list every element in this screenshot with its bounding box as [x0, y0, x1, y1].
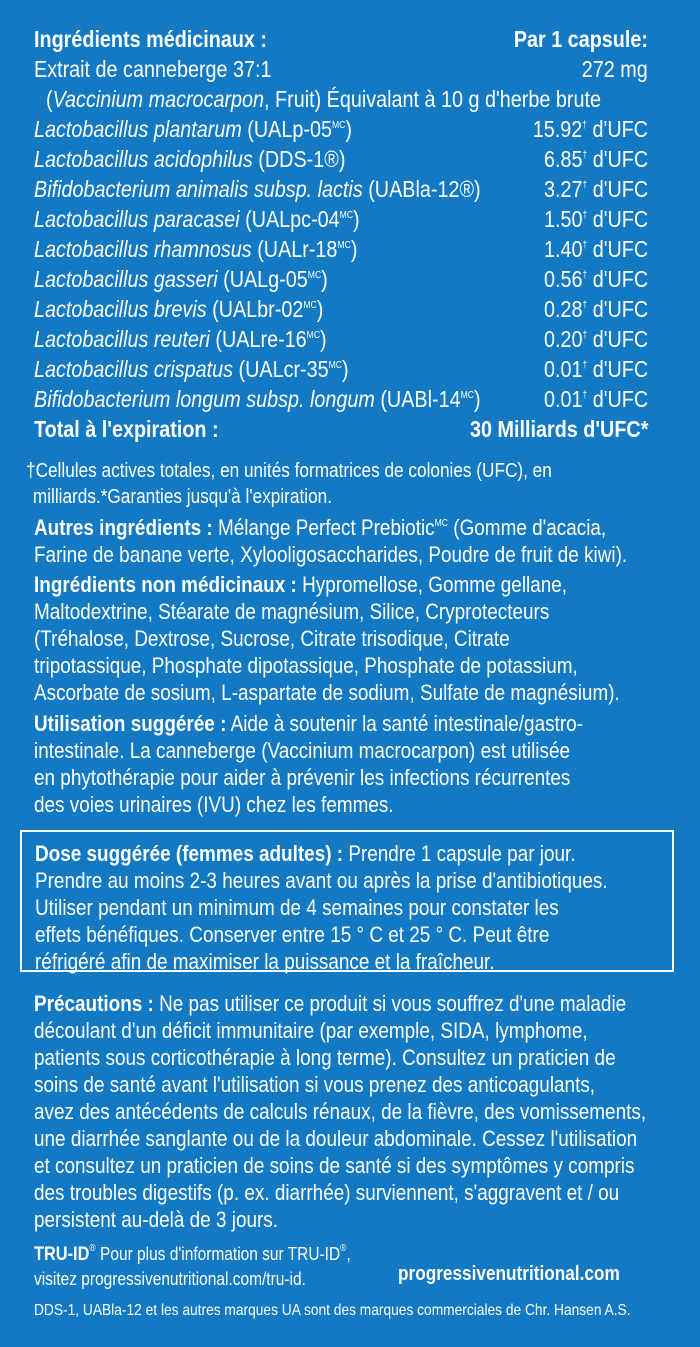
other-ingredients: Autres ingrédients : Mélange Perfect Prebiotic$^{MC}$ (Gomme d'acacia, Farine de banane verte, Xylooligosaccharides, Poudre de fruit de kiwi).	[34, 515, 628, 567]
table-row	[34, 294, 648, 324]
dose-label: Dose suggérée (femmes adultes) :	[35, 841, 344, 866]
truid-info: TRU-ID® Pour plus d'information sur TRU-ID®, visitez progressivenutritional.com/tru-id.	[34, 1243, 351, 1289]
strain-name: Lactobacillus acidophilus (DDS-1®)	[34, 146, 346, 172]
table-row	[34, 174, 648, 204]
strain-amount: 0.56† d'UFC	[543, 266, 648, 292]
non-medicinal-ingredients: Ingrédients non médicinaux : Hypromellose, Gomme gellane, Maltodextrine, Stéarate de magnésium, Silice, Cryprotecteurs (Tréhalose, Dextrose, Sucrose, Citrate trisodique, Citrate tripotassique, Phosphate dipotassique, Phosphate de potassium, Ascorbate de sosium, L-aspartate de sodium, Sulfate de magnésium).	[34, 572, 620, 705]
dose-box	[20, 830, 674, 972]
strain-name: Lactobacillus reuteri $(UALre-16^{MC})$	[34, 326, 327, 352]
strain-amount: 0.01† d'UFC	[543, 386, 648, 412]
extract-latin: Vaccinium macrocarpon	[52, 86, 265, 112]
other-ingredients-label: Autres ingrédients :	[34, 515, 213, 540]
table-row	[34, 204, 648, 234]
table-row	[34, 144, 648, 174]
strain-amount: 0.20† d'UFC	[543, 326, 648, 352]
strain-amount: 15.92† d'UFC	[532, 116, 648, 142]
extract-label: Extrait de canneberge 37:1	[34, 56, 272, 82]
table-row	[34, 384, 648, 414]
header-right: Par 1 capsule:	[513, 26, 648, 52]
strain-name: Lactobacillus paracasei $(UALpc-04^{MC})$	[34, 206, 360, 232]
header-left: Ingrédients médicinaux :	[34, 26, 268, 52]
table-row	[34, 324, 648, 354]
strain-name: Bifidobacterium animalis subsp. lactis (UABla-12®)	[34, 176, 481, 202]
table-row	[34, 114, 648, 144]
website-link[interactable]: progressivenutritional.com	[398, 1263, 620, 1285]
table-header	[34, 24, 648, 54]
strain-name: Lactobacillus brevis $(UALbr-02^{MC})$	[34, 296, 324, 322]
trademark-mark: MC	[434, 518, 449, 529]
non-medicinal-label: Ingrédients non médicinaux :	[34, 572, 297, 597]
dose-text: Dose suggérée (femmes adultes) : Prendre 1 capsule par jour. Prendre au moins 2-3 heures avant ou après la prise d'antibiotiques. Utiliser pendant un minimum de 4 semaines pour constater les effets bénéfiques. Conserver entre 15 ° C et 25 ° C. Peut être réfrigéré afin de maximiser la puissance et la fraîcheur.	[35, 841, 608, 974]
extract-amount: 272 mg	[582, 56, 648, 82]
medicinal-ingredients-table	[34, 24, 648, 444]
strain-amount: 1.40† d'UFC	[543, 236, 648, 262]
strain-amount: 3.27† d'UFC	[543, 176, 648, 202]
truid-url: visitez progressivenutritional.com/tru-id.	[34, 1269, 306, 1289]
strain-amount: 1.50† d'UFC	[543, 206, 648, 232]
table-row	[34, 234, 648, 264]
strain-name: Lactobacillus rhamnosus $(UALr-18^{MC})$	[34, 236, 358, 262]
strain-name: Bifidobacterium longum subsp. longum $(UABl-14^{MC})$	[34, 386, 481, 412]
suggested-use-label: Utilisation suggérée :	[34, 711, 227, 736]
precautions: Précautions : Ne pas utiliser ce produit si vous souffrez d'une maladie découlant d'un déficit immunitaire (par exemple, SIDA, lymphome, patients sous corticothérapie à long terme). Consultez un praticien de soins de santé avant l'utilisation si vous prenez des anticoagulants, avez des antécédents de calculs rénaux, de la fièvre, des vomissements, une diarrhée sanglante ou de la douleur abdominale. Cessez l'utilisation et consultez un praticien de soins de santé si des symptômes y compris des troubles digestifs (p. ex. diarrhée) surviennent, s'aggravent et / ou persistent au-delà de 3 jours.	[34, 991, 647, 1232]
footnote	[26, 458, 552, 510]
footnote-line-2: milliards.*Garanties jusqu'à l'expiration.	[32, 486, 332, 508]
suggested-use: Utilisation suggérée : Aide à soutenir la santé intestinale/gastro- intestinale. La canneberge (Vaccinium macrocarpon) est utilisée en phytothérapie pour aider à prévenir les infections récurrentes des voies urinaires (IVU) chez les femmes.	[34, 711, 583, 817]
strain-amount: 0.28† d'UFC	[543, 296, 648, 322]
strain-name: Lactobacillus plantarum $(UALp-05^{MC})$	[34, 116, 352, 142]
table-row	[34, 264, 648, 294]
total-label: Total à l'expiration :	[34, 416, 219, 442]
extract-row	[34, 54, 648, 84]
strain-amount: 6.85† d'UFC	[543, 146, 648, 172]
precautions-label: Précautions :	[34, 991, 154, 1016]
strain-name: Lactobacillus gasseri $(UALg-05^{MC})$	[34, 266, 328, 292]
trademark-legal: DDS-1, UABla-12 et les autres marques UA sont des marques commerciales de Chr. Hansen A.S.	[34, 1302, 631, 1319]
table-row	[34, 354, 648, 384]
strain-name: Lactobacillus crispatus $(UALcr-35^{MC})$	[34, 356, 349, 382]
extract-note: (Vaccinium macrocarpon, Fruit) Équivalant à 10 g d'herbe brute	[46, 86, 601, 112]
strain-amount: 0.01† d'UFC	[543, 356, 648, 382]
truid-brand: TRU-ID	[34, 1244, 90, 1265]
total-value: 30 Milliards d'UFC*	[469, 416, 648, 442]
total-row	[34, 414, 648, 444]
footnote-line-1: †Cellules actives totales, en unités formatrices de colonies (UFC), en	[26, 460, 552, 482]
extract-note-row	[34, 84, 648, 114]
